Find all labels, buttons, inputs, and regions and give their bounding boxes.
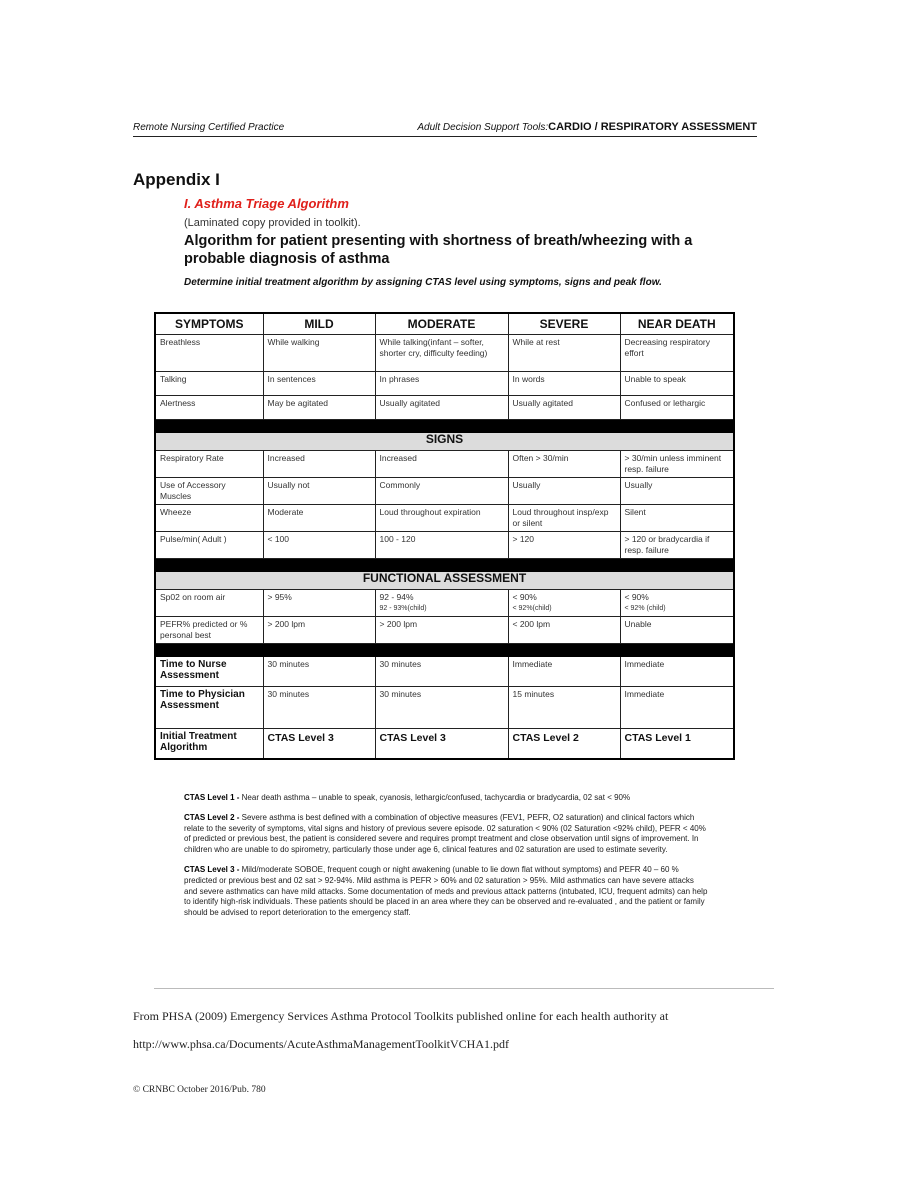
table-cell: Often > 30/min bbox=[508, 451, 620, 478]
ctas-note-text: Mild/moderate SOBOE, frequent cough or night awakening (unable to lie down flat without symptoms) and PEFR 40 – 60 % predicted or previous best and 02 sat > 92-94%. Mild asthma is PEFR > 60% and 02 saturation > 95%. Mild asthmatics can have severe attacks and severe asthmatics can have mild attacks. Some documentation of meds and previous attack patterns (intubated, ICU, frequent admits) can help to identify high-risk individuals. These patients should be placed in an area where they can be observed and re-evaluated , and the patient or family should be advised to report deterioration to the emergency staff. bbox=[184, 864, 708, 918]
table-cell: Time to Nurse Assessment bbox=[155, 657, 263, 687]
table-cell: Unable to speak bbox=[620, 372, 734, 396]
table-cell: Initial Treatment Algorithm bbox=[155, 729, 263, 759]
table-cell: PEFR% predicted or % personal best bbox=[155, 617, 263, 644]
table-row bbox=[155, 729, 734, 759]
table-cell: May be agitated bbox=[263, 396, 375, 420]
table-cell: CTAS Level 1 bbox=[620, 729, 734, 759]
signs-section-row bbox=[155, 433, 734, 451]
table-cell: Wheeze bbox=[155, 505, 263, 532]
table-cell: In sentences bbox=[263, 372, 375, 396]
header-cell: MODERATE bbox=[375, 313, 508, 335]
table-cell: Usually bbox=[620, 478, 734, 505]
ctas-note-label: CTAS Level 2 - bbox=[184, 812, 240, 822]
asthma-triage-table bbox=[154, 312, 735, 760]
table-cell: > 30/min unless imminent resp. failure bbox=[620, 451, 734, 478]
table-cell: < 200 lpm bbox=[508, 617, 620, 644]
table-cell: While talking(infant – softer, shorter cry, difficulty feeding) bbox=[375, 335, 508, 372]
table-row bbox=[155, 451, 734, 478]
table-cell: Sp02 on room air bbox=[155, 590, 263, 617]
table-cell: > 95% bbox=[263, 590, 375, 617]
determine-instructions: Determine initial treatment algorithm by assigning CTAS level using symptoms, signs and peak flow. bbox=[184, 277, 662, 288]
table-row bbox=[155, 335, 734, 372]
table-cell: 30 minutes bbox=[263, 687, 375, 729]
table-cell: 30 minutes bbox=[375, 687, 508, 729]
table-cell: Confused or lethargic bbox=[620, 396, 734, 420]
table-cell: Increased bbox=[375, 451, 508, 478]
table-cell: 30 minutes bbox=[263, 657, 375, 687]
functional-section-title: FUNCTIONAL ASSESSMENT bbox=[155, 572, 734, 590]
table-cell: > 120 bbox=[508, 532, 620, 559]
table-cell: Usually agitated bbox=[508, 396, 620, 420]
spo2-child-value: < 92% (child) bbox=[624, 605, 666, 612]
table-row bbox=[155, 478, 734, 505]
table-cell: Usually not bbox=[263, 478, 375, 505]
table-cell: Time to Physician Assessment bbox=[155, 687, 263, 729]
table-row bbox=[155, 505, 734, 532]
header-cell: SEVERE bbox=[508, 313, 620, 335]
divider-line bbox=[154, 988, 774, 989]
table-cell bbox=[375, 590, 508, 617]
table-row bbox=[155, 372, 734, 396]
copyright-footer: © CRNBC October 2016/Pub. 780 bbox=[133, 1085, 266, 1095]
table-cell: > 200 lpm bbox=[263, 617, 375, 644]
table-row bbox=[155, 617, 734, 644]
black-divider-row bbox=[155, 559, 734, 572]
header-left-text: Remote Nursing Certified Practice bbox=[133, 122, 285, 133]
ctas-note bbox=[184, 793, 708, 804]
signs-section-title: SIGNS bbox=[155, 433, 734, 451]
spo2-adult-value: < 90% bbox=[512, 592, 537, 602]
table-cell: > 120 or bradycardia if resp. failure bbox=[620, 532, 734, 559]
spo2-child-value: < 92%(child) bbox=[512, 605, 552, 612]
table-header-row bbox=[155, 313, 734, 335]
table-cell: Commonly bbox=[375, 478, 508, 505]
algorithm-title: Algorithm for patient presenting with shortness of breath/wheezing with a probable diagnosis of asthma bbox=[184, 233, 693, 267]
table-cell: Increased bbox=[263, 451, 375, 478]
ctas-note-text: Severe asthma is best defined with a combination of objective measures (FEV1, PEFR, O2 saturation) and clinical factors which relate to the severity of symptoms, vital signs and history of previous severe episode. 02 saturation < 90% (02 Saturation <92% child), PEFR < 40% of predicted or previous best, the patient is considered severe and requires prompt treatment and close observation until signs of improvement. In children who are unable to do spirometry, particularly those under age 6, clinical features and 02 saturation are used to estimate severity. bbox=[184, 812, 706, 855]
table-row bbox=[155, 532, 734, 559]
table-cell: Moderate bbox=[263, 505, 375, 532]
table-cell: 100 - 120 bbox=[375, 532, 508, 559]
table-cell: Immediate bbox=[508, 657, 620, 687]
page-header bbox=[133, 120, 757, 137]
ctas-note bbox=[184, 813, 708, 856]
table-cell bbox=[620, 590, 734, 617]
functional-section-row bbox=[155, 572, 734, 590]
table-cell: Decreasing respiratory effort bbox=[620, 335, 734, 372]
table-row bbox=[155, 687, 734, 729]
ctas-note-label: CTAS Level 1 - bbox=[184, 793, 240, 802]
spo2-adult-value: 92 - 94% bbox=[379, 592, 414, 602]
section-subtitle: I. Asthma Triage Algorithm bbox=[184, 196, 349, 211]
table-cell: Silent bbox=[620, 505, 734, 532]
table-cell: CTAS Level 3 bbox=[263, 729, 375, 759]
ctas-notes bbox=[184, 793, 708, 928]
table-cell: While at rest bbox=[508, 335, 620, 372]
black-divider-row bbox=[155, 644, 734, 657]
table-cell: Usually bbox=[508, 478, 620, 505]
spo2-child-value: 92 - 93%(child) bbox=[379, 605, 427, 612]
table-cell: While walking bbox=[263, 335, 375, 372]
header-cell: NEAR DEATH bbox=[620, 313, 734, 335]
table-cell bbox=[508, 590, 620, 617]
source-url: http://www.phsa.ca/Documents/AcuteAsthmaManagementToolkitVCHA1.pdf bbox=[133, 1037, 509, 1051]
spo2-adult-value: < 90% bbox=[624, 592, 649, 602]
table-cell: Usually agitated bbox=[375, 396, 508, 420]
table-cell: Respiratory Rate bbox=[155, 451, 263, 478]
table-row bbox=[155, 657, 734, 687]
source-citation bbox=[133, 1008, 833, 1051]
table-cell: > 200 lpm bbox=[375, 617, 508, 644]
ctas-note-label: CTAS Level 3 - bbox=[184, 864, 240, 874]
ctas-note-text: Near death asthma – unable to speak, cyanosis, lethargic/confused, tachycardia or bradycardia, 02 sat < 90% bbox=[239, 793, 631, 802]
table-cell: Loud throughout expiration bbox=[375, 505, 508, 532]
table-cell: Breathless bbox=[155, 335, 263, 372]
table-cell: Immediate bbox=[620, 687, 734, 729]
appendix-heading: Appendix I bbox=[133, 170, 220, 189]
header-right-text bbox=[417, 121, 757, 133]
table-cell: < 100 bbox=[263, 532, 375, 559]
header-prefix: Adult Decision Support Tools: bbox=[417, 122, 549, 133]
table-cell: Unable bbox=[620, 617, 734, 644]
source-line: From PHSA (2009) Emergency Services Asthma Protocol Toolkits published online for each health authority at bbox=[133, 1009, 669, 1023]
table-cell: 30 minutes bbox=[375, 657, 508, 687]
table-cell: In words bbox=[508, 372, 620, 396]
laminated-note: (Laminated copy provided in toolkit). bbox=[184, 217, 361, 229]
black-divider-row bbox=[155, 420, 734, 433]
table-cell: Use of Accessory Muscles bbox=[155, 478, 263, 505]
header-cell: MILD bbox=[263, 313, 375, 335]
table-cell: Loud throughout insp/exp or silent bbox=[508, 505, 620, 532]
table-cell: In phrases bbox=[375, 372, 508, 396]
table-cell: Pulse/min( Adult ) bbox=[155, 532, 263, 559]
table-cell: 15 minutes bbox=[508, 687, 620, 729]
ctas-note bbox=[184, 865, 708, 919]
table-cell: CTAS Level 2 bbox=[508, 729, 620, 759]
header-cell: SYMPTOMS bbox=[155, 313, 263, 335]
table-cell: Alertness bbox=[155, 396, 263, 420]
table-cell: Immediate bbox=[620, 657, 734, 687]
table-row bbox=[155, 590, 734, 617]
header-title: CARDIO / RESPIRATORY ASSESSMENT bbox=[548, 121, 757, 133]
table-cell: Talking bbox=[155, 372, 263, 396]
table-row bbox=[155, 396, 734, 420]
table-cell: CTAS Level 3 bbox=[375, 729, 508, 759]
